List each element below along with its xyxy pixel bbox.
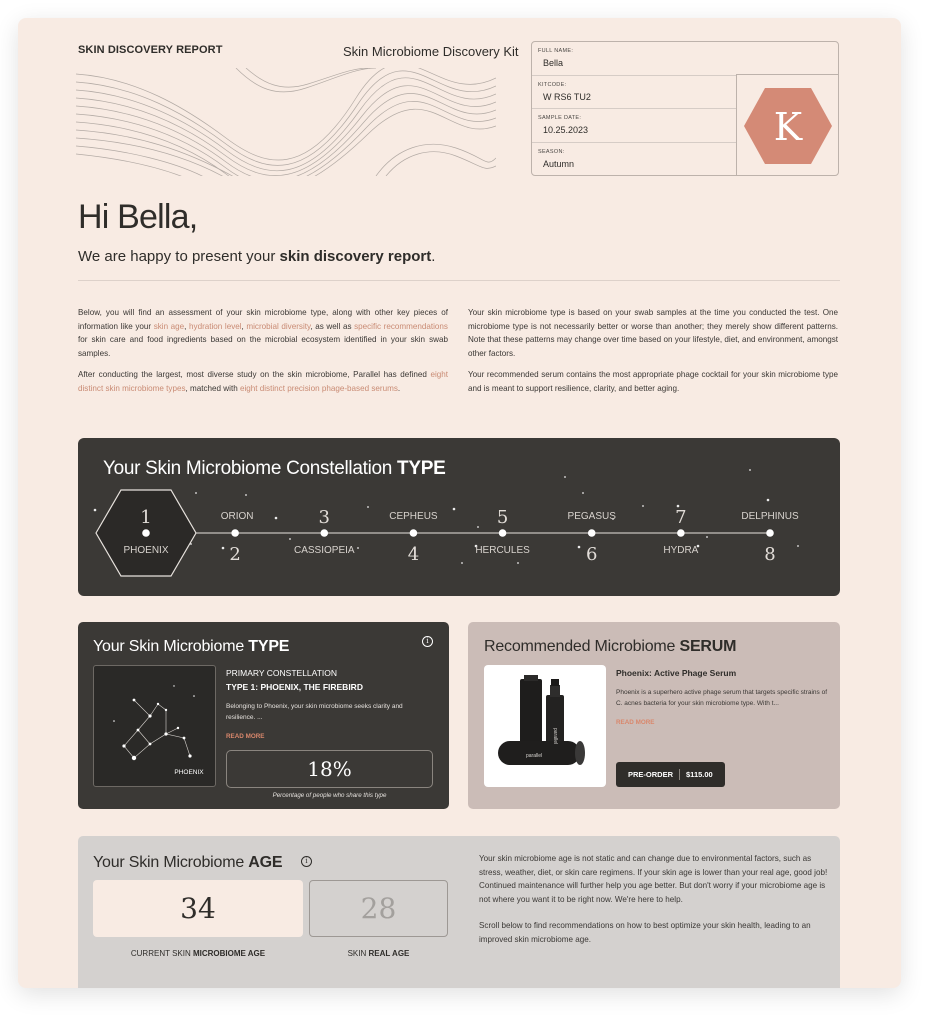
share-percentage-caption: Percentage of people who share this type (272, 792, 387, 799)
intro-prefix: We are happy to present your (78, 248, 280, 265)
specific-recommendations-link[interactable]: specific recommendations (354, 321, 448, 331)
age-explanation (479, 852, 829, 959)
age-title-bold: AGE (248, 854, 283, 871)
type-node-cassiopeia[interactable] (320, 529, 328, 537)
full-name-field (532, 42, 736, 76)
type-number-6: 6 (585, 544, 598, 565)
age-panel-title (93, 854, 282, 872)
bottle-brand-label: parallel (552, 728, 558, 745)
hydration-level-link[interactable]: hydration level (189, 321, 242, 331)
type-number-4: 4 (407, 544, 420, 565)
microbiome-type-panel (78, 622, 449, 809)
kitcode-field (532, 76, 736, 110)
type-node-pegasus[interactable] (588, 529, 596, 537)
caption-prefix: CURRENT SKIN (130, 949, 193, 958)
caption-prefix: SKIN (347, 949, 369, 958)
text-span: Below, you will find an assessment of your skin microbiome type, along with other key pieces of information like your (78, 308, 448, 331)
right-paragraph-2: Your recommended serum contains the most appropriate phage cocktail for your skin microbiome type and is meant to support resilience, clarity, and better aging. (468, 370, 838, 393)
type-read-more-link[interactable]: READ MORE (226, 733, 265, 740)
microbiome-age-panel (78, 836, 840, 988)
topographic-pattern-icon (76, 68, 496, 176)
current-microbiome-age: 34 (93, 880, 303, 937)
age-title-prefix: Your Skin Microbiome (93, 854, 249, 871)
age-paragraph-2: Scroll below to find recommendations on how to best optimize your skin health, leading to an improved skin microbiome age. (479, 921, 811, 944)
star-dot (195, 492, 197, 494)
text-span: , as well as (310, 321, 355, 331)
star-dot (94, 509, 97, 512)
star-dot (289, 538, 291, 540)
star-dot (245, 494, 247, 496)
type-name-cassiopeia: CASSIOPEIA (293, 545, 355, 556)
full-name-label: FULL NAME: (538, 48, 574, 54)
type-name-cepheus: CEPHEUS (389, 511, 438, 522)
real-age-caption (309, 949, 448, 958)
preorder-button[interactable] (616, 762, 725, 787)
star-dot (275, 517, 278, 520)
share-percentage: 18% (226, 750, 433, 788)
star-dot (706, 536, 708, 538)
type-number-2: 2 (229, 544, 241, 565)
season-field (532, 143, 736, 177)
serum-product-name: Phoenix: Active Phage Serum (616, 668, 737, 678)
phoenix-image-label: PHOENIX (174, 769, 204, 776)
skin-age-link[interactable]: skin age (153, 321, 185, 331)
text-span: for skin care and food ingredients based on the microbial ecosystem identified in your skin swab samples. (78, 335, 448, 358)
star-dot (357, 547, 359, 549)
serum-title-prefix: Recommended Microbiome (484, 638, 680, 655)
kit-info-fields (532, 42, 736, 175)
type-name-phoenix: PHOENIX (123, 545, 169, 556)
type-panel-title (93, 638, 289, 656)
type-name-orion: ORION (220, 511, 254, 522)
type-number-1: 1 (140, 507, 152, 528)
constellation-title-prefix: Your Skin Microbiome Constellation (103, 458, 398, 479)
type-name-hercules: HERCULES (475, 545, 530, 556)
type-node-phoenix[interactable] (142, 529, 150, 537)
constellation-type-strip (78, 438, 840, 596)
logo-letter: K (773, 104, 803, 149)
intro-paragraph-2 (78, 368, 448, 395)
sample-date-field (532, 109, 736, 143)
type-node-orion[interactable] (231, 529, 239, 537)
text-span: . (397, 383, 401, 393)
kit-name: Skin Microbiome Discovery Kit (343, 44, 519, 59)
hexagon-logo-icon (742, 86, 834, 166)
right-paragraph-1: Your skin microbiome type is based on your swab samples at the time you conducted the test. One microbiome type is not necessarily better or worse than another; they merely show different patterns. Note that these patterns may change over time based on your lifestyle, diet, and environment, amongst other factors. (468, 308, 838, 358)
intro-suffix: . (431, 248, 436, 265)
star-dot (564, 476, 566, 478)
type-description: Belonging to Phoenix, your skin microbiome seeks clarity and resilience. ... (226, 703, 403, 721)
type-number-7: 7 (675, 507, 687, 528)
season-label: SEASON: (538, 148, 565, 155)
star-dot (222, 547, 225, 550)
type-number-5: 5 (496, 507, 509, 528)
star-dot (578, 546, 581, 549)
type-name-hydra: HYDRA (663, 545, 699, 556)
brand-logo (736, 74, 839, 176)
microbial-diversity-link[interactable]: microbial diversity (246, 321, 311, 331)
caption-bold: REAL AGE (368, 949, 410, 958)
kitcode-label: KITCODE: (538, 81, 567, 88)
type-name-pegasus: PEGASUS (567, 511, 616, 522)
phoenix-constellation-icon (94, 666, 217, 788)
type-info-icon[interactable]: i (422, 636, 433, 647)
age-paragraph-1: Your skin microbiome age is not static and can change due to environmental factors, such as stress, weather, diet, or skin care regimens. If your skin age is lower than your real age, good job! Continued maintenance will further help you age better. But don't worry if your microbiome age is not where you want it to be right now. We're here to help. (479, 854, 828, 904)
intro-column-right (468, 306, 838, 403)
report-card (18, 18, 901, 988)
type-node-delphinus[interactable] (766, 529, 774, 537)
star-dot (517, 562, 519, 564)
star-dot (461, 562, 463, 564)
text-span: After conducting the largest, most diverse study on the skin microbiome, Parallel has defined (78, 370, 431, 379)
star-dot (797, 545, 799, 547)
sample-date-value: 10.25.2023 (543, 125, 589, 135)
primary-constellation-label: PRIMARY CONSTELLATION (226, 668, 337, 678)
text-span: , (184, 321, 190, 331)
report-label: SKIN DISCOVERY REPORT (78, 44, 223, 56)
serum-bottles-icon (484, 665, 606, 787)
type-node-cepheus[interactable] (410, 529, 418, 537)
microbiome-types-link[interactable]: eight distinct skin microbiome types (78, 370, 448, 393)
full-name-value: Bella (543, 58, 564, 68)
preorder-price: $115.00 (686, 770, 713, 779)
serum-panel-title (484, 638, 736, 656)
real-age: 28 (309, 880, 448, 937)
star-dot (767, 499, 770, 502)
star-dot (749, 469, 751, 471)
text-span: , matched with (185, 383, 240, 393)
caption-bold: MICROBIOME AGE (192, 949, 266, 958)
bottle-brand-label-2: parallel (526, 753, 543, 759)
preorder-label: PRE-ORDER (616, 769, 680, 780)
phoenix-constellation-image (93, 665, 216, 787)
type-name: TYPE 1: PHOENIX, THE FIREBIRD (226, 682, 363, 692)
phage-serums-link[interactable]: eight distinct precision phage-based serums (239, 383, 398, 393)
type-node-hercules[interactable] (499, 529, 507, 537)
type-name-delphinus: DELPHINUS (741, 511, 799, 522)
type-number-8: 8 (764, 544, 776, 565)
type-title-bold: TYPE (248, 638, 290, 655)
star-dot (367, 506, 369, 508)
intro-column-left (78, 306, 448, 403)
type-number-3: 3 (318, 507, 331, 528)
serum-read-more-link[interactable]: READ MORE (616, 719, 655, 726)
text-span: , (241, 321, 247, 331)
constellation-track (78, 438, 840, 596)
serum-product-image (484, 665, 606, 787)
age-info-icon[interactable]: i (301, 856, 312, 867)
kit-info-box (531, 41, 839, 176)
star-dot (582, 492, 584, 494)
intro-divider (78, 280, 840, 281)
serum-description: Phoenix is a superhero active phage serum that targets specific strains of C. acnes bacteria for your skin microbiome type. With t... (616, 689, 827, 707)
season-value: Autumn (543, 158, 575, 169)
current-age-caption (93, 949, 303, 958)
serum-title-bold: SERUM (679, 638, 737, 655)
star-dot (477, 526, 479, 528)
type-node-hydra[interactable] (677, 529, 685, 537)
type-title-prefix: Your Skin Microbiome (93, 638, 249, 655)
star-dot (642, 505, 644, 507)
greeting-heading: Hi Bella, (78, 198, 198, 236)
kitcode-value: W RS6 TU2 (543, 91, 591, 102)
star-dot (453, 508, 456, 511)
intro-paragraph-1 (78, 306, 448, 360)
intro-text (78, 248, 435, 265)
constellation-title-bold: TYPE (397, 458, 446, 479)
sample-date-label: SAMPLE DATE: (538, 115, 582, 121)
intro-bold: skin discovery report (279, 248, 432, 265)
recommended-serum-panel (468, 622, 840, 809)
